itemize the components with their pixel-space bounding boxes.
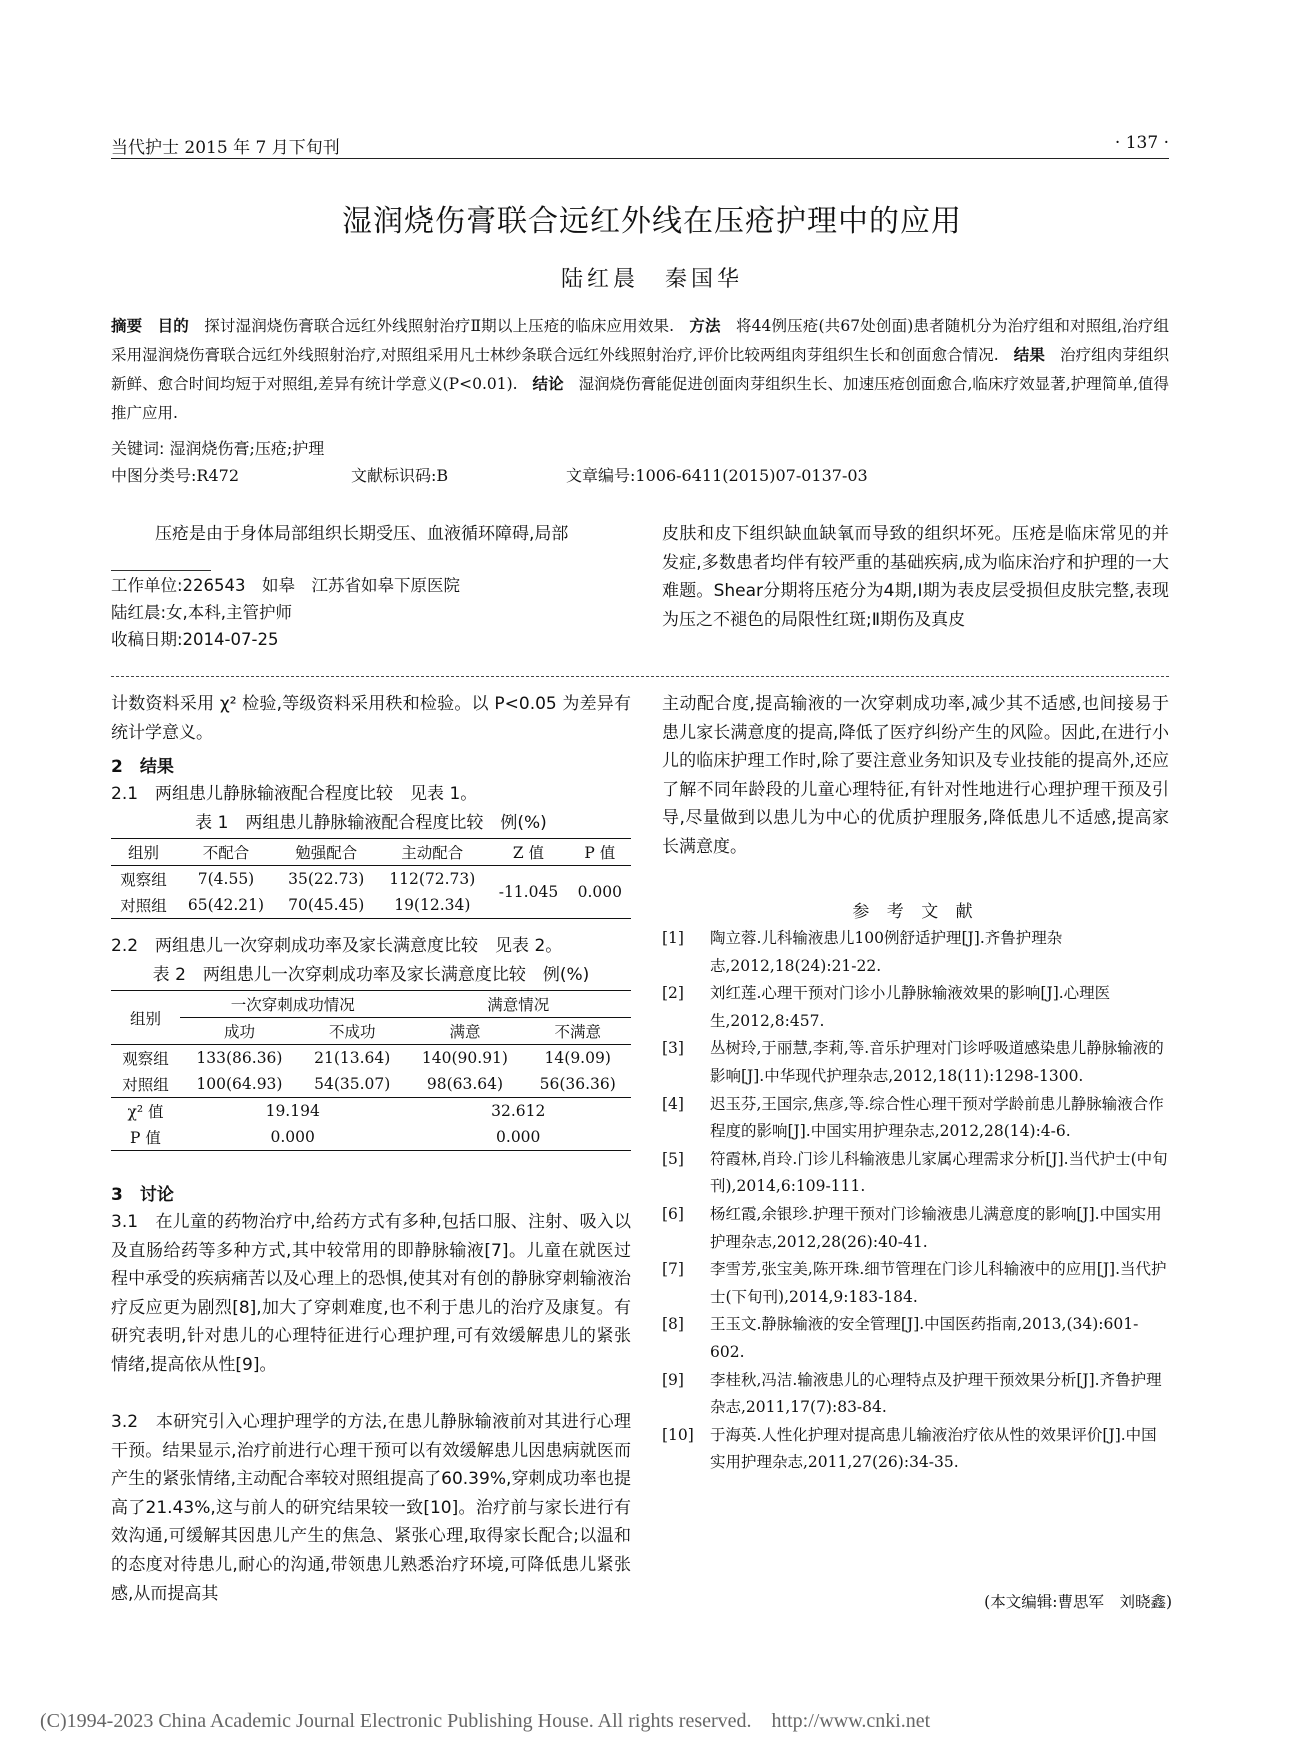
doc-value: B [436, 466, 449, 485]
section-2-2: 2.2 两组患儿一次穿刺成功率及家长满意度比较 见表 2。 [111, 936, 563, 956]
reference-item [662, 1256, 1172, 1311]
t2-cell: 观察组 [122, 1050, 169, 1068]
t1-cell: 35(22.73) [288, 870, 365, 888]
t2-chi2: 32.612 [491, 1102, 546, 1120]
table-1 [111, 838, 631, 919]
reference-item [662, 1422, 1172, 1477]
reference-text: 陶立蓉.儿科输液患儿100例舒适护理[J].齐鲁护理杂志,2012,18(24):21-22. [710, 929, 1063, 975]
header-rule [111, 158, 1169, 159]
reference-number: [7] [662, 1260, 684, 1279]
clc-value: R472 [196, 466, 239, 485]
reference-text: 迟玉芬,王国宗,焦彦,等.综合性心理干预对学龄前患儿静脉输液合作程度的影响[J].中国实用护理杂志,2012,28(14):4-6. [710, 1094, 1164, 1141]
conclusion-label: 结论 [532, 375, 564, 393]
t1-cell: 70(45.45) [288, 896, 365, 914]
abstract-label: 摘要 [111, 317, 143, 335]
reference-text: 李桂秋,冯洁.输液患儿的心理特点及护理干预效果分析[J].齐鲁护理杂志,2011,17(7):83-84. [710, 1370, 1162, 1417]
stats-paragraph: 计数资料采用 χ² 检验,等级资料采用秩和检验。以 P<0.05 为差异有统计学意义。 [111, 694, 631, 743]
t2-cell: 54(35.07) [314, 1075, 391, 1093]
objective-text: 探讨湿润烧伤膏联合远红外线照射治疗Ⅱ期以上压疮的临床应用效果. [204, 317, 675, 335]
t2-cell: 133(86.36) [196, 1049, 283, 1067]
t2-subheader: 不成功 [328, 1023, 376, 1041]
intro-right: 皮肤和皮下组织缺血缺氧而导致的组织坏死。压疮是临床常见的并发症,多数患者均伴有较严重的基础疾病,成为临床治疗和护理的一大难题。Shear分期将压疮分为4期,Ⅰ期为表皮层受损但皮肤完整,表现为压之不褪色的局限性红斑;Ⅱ期伤及真皮 [662, 524, 1169, 630]
t1-cell: 观察组 [120, 871, 167, 889]
t2-header-satisfaction: 满意情况 [405, 991, 631, 1018]
reference-text: 李雪芳,张宝美,陈开珠.细节管理在门诊儿科输液中的应用[J].当代护士(下旬刊),2014,9:183-184. [710, 1260, 1167, 1306]
reference-text: 符霞林,肖玲.门诊儿科输液患儿家属心理需求分析[J].当代护士(中旬刊),2014,6:109-111. [710, 1149, 1168, 1196]
t2-cell: 140(90.91) [421, 1049, 508, 1067]
t2-chi1: 19.194 [265, 1102, 320, 1120]
result-label: 结果 [1013, 346, 1045, 364]
reference-number: [3] [662, 1039, 684, 1058]
page-split-separator [111, 676, 1169, 677]
art-value: 1006-6411(2015)07-0137-03 [635, 466, 868, 485]
reference-text: 杨红霞,余银珍.护理干预对门诊输液患儿满意度的影响[J].中国实用护理杂志,2012,28(26):40-41. [710, 1204, 1162, 1251]
keywords-label: 关键词: [111, 439, 165, 458]
t1-header: 勉强配合 [295, 844, 358, 862]
objective-label: 目的 [157, 317, 189, 335]
doc-code [351, 462, 448, 489]
reference-text: 王玉文.静脉输液的安全管理[J].中国医药指南,2013,(34):601-602. [710, 1315, 1139, 1361]
table-row [111, 1098, 631, 1125]
t2-subheader: 成功 [223, 1023, 255, 1041]
section-3-2: 3.2 本研究引入心理护理学的方法,在患儿静脉输液前对其进行心理干预。结果显示,治疗前进行心理干预可以有效缓解患儿因患病就医而产生的紧张情绪,主动配合率较对照组提高了60.39%,穿刺成功率也提高了21.43%,这与前人的研究结果较一致[10]。治疗前与家长进行有效沟通,可缓解其因患儿产生的焦急、紧张心理,取得家长配合;以温和的态度对待患儿,耐心的沟通,带领患儿熟悉治疗环境,可降低患儿紧张感,从而提高其 [111, 1412, 631, 1604]
reference-number: [10] [662, 1425, 694, 1444]
table-row [111, 1071, 631, 1098]
table-2 [111, 990, 631, 1151]
clc-number [111, 462, 239, 489]
article-number [566, 462, 868, 489]
reference-number: [9] [662, 1370, 684, 1389]
reference-number: [4] [662, 1094, 684, 1113]
doc-label: 文献标识码: [351, 466, 437, 485]
reference-text: 丛树玲,于丽慧,李莉,等.音乐护理对门诊呼吸道感染患儿静脉输液的影响[J].中华现代护理杂志,2012,18(11):1298-1300. [710, 1039, 1164, 1085]
t1-cell: 7(4.55) [197, 870, 255, 888]
t2-cell: 对照组 [122, 1076, 169, 1094]
t1-header: 组别 [127, 844, 159, 862]
right-paragraph: 主动配合度,提高输液的一次穿刺成功率,减少其不适感,也间接易于患儿家长满意度的提高,降低了医疗纠纷产生的风险。因此,在进行小儿的临床护理工作时,除了要注意业务知识及专业技能的提高外,还应了解不同年龄段的儿童心理特征,有针对性地进行心理护理干预及引导,尽量做到以患儿为中心的优质护理服务,降低患儿不适感,提高家长满意度。 [662, 694, 1169, 857]
t2-subheader: 满意 [449, 1023, 481, 1041]
result-text: 治疗组肉芽组织新鲜、愈合时间均短于对照组,差异有统计学意义(P<0.01). [111, 346, 1169, 393]
method-label: 方法 [689, 317, 721, 335]
footnote-received: 收稿日期:2014-07-25 [111, 630, 279, 649]
reference-number: [5] [662, 1149, 684, 1168]
editor-note: (本文编辑:曹思军 刘晓鑫) [984, 1593, 1172, 1611]
table-row [111, 1124, 631, 1151]
t1-header: 不配合 [202, 844, 250, 862]
reference-item [662, 925, 1172, 980]
art-label: 文章编号: [566, 466, 636, 485]
clc-label: 中图分类号: [111, 466, 197, 485]
t1-cell: 65(42.21) [187, 896, 265, 914]
method-text: 将44例压疮(共67处创面)患者随机分为治疗组和对照组,治疗组采用湿润烧伤膏联合远红外线照射治疗,对照组采用凡士林纱条联合远红外线照射治疗,评价比较两组肉芽组织生长和创面愈合情况. [111, 317, 1169, 364]
t1-cell: 对照组 [120, 897, 167, 915]
authors: 陆红晨 秦国华 [560, 267, 743, 292]
t2-p1: 0.000 [270, 1128, 315, 1146]
page-number: · 137 · [1114, 133, 1169, 153]
table-row [111, 866, 631, 893]
intro-left: 压疮是由于身体局部组织长期受压、血液循环障碍,局部 [155, 524, 569, 544]
reference-item [662, 980, 1172, 1035]
references-list [662, 925, 1172, 1477]
t2-header-puncture: 一次穿刺成功情况 [180, 991, 406, 1018]
footnote-author: 陆红晨:女,本科,主管护师 [111, 603, 293, 622]
t2-cell: 56(36.36) [539, 1075, 616, 1093]
t2-cell: 98(63.64) [426, 1075, 504, 1093]
conclusion-text: 湿润烧伤膏能促进创面肉芽组织生长、加速压疮创面愈合,临床疗效显著,护理简单,值得推广应用. [111, 375, 1169, 422]
footnote-unit: 工作单位:226543 如皋 江苏省如皋下原医院 [111, 576, 461, 595]
reference-item [662, 1146, 1172, 1201]
keywords [111, 435, 324, 462]
t2-cell: 100(64.93) [196, 1075, 283, 1093]
t1-cell: 112(72.73) [389, 870, 476, 888]
footnote [111, 572, 460, 653]
section-3-1: 3.1 在儿童的药物治疗中,给药方式有多种,包括口服、注射、吸入以及直肠给药等多种方式,其中较常用的即静脉输液[7]。儿童在就医过程中承受的疾病痛苦以及心理上的恐惧,使其对有创的静脉穿刺输液治疗反应更为剧烈[8],加大了穿刺难度,也不利于患儿的治疗及康复。有研究表明,针对患儿的心理特征进行心理护理,可有效缓解患儿的紧张情绪,提高依从性[9]。 [111, 1212, 631, 1375]
t2-chi-label: χ² 值 [127, 1103, 164, 1121]
reference-text: 于海英.人性化护理对提高患儿输液治疗依从性的效果评价[J].中国实用护理杂志,2011,27(26):34-35. [710, 1425, 1157, 1472]
reference-number: [6] [662, 1204, 684, 1223]
table-1-caption: 表 1 两组患儿静脉输液配合程度比较 例(%) [195, 813, 547, 833]
t1-z-value: -11.045 [498, 883, 559, 901]
t2-subheader: 不满意 [554, 1023, 601, 1041]
t1-header: 主动配合 [401, 844, 464, 862]
t2-p2: 0.000 [496, 1128, 541, 1146]
abstract [111, 312, 1169, 428]
reference-text: 刘红莲.心理干预对门诊小儿静脉输液效果的影响[J].心理医生,2012,8:457. [710, 984, 1111, 1030]
journal-header: 当代护士 2015 年 7 月下旬刊 [111, 138, 340, 158]
t1-header: Z 值 [512, 844, 545, 862]
t1-header: P 值 [584, 844, 616, 862]
reference-item [662, 1311, 1172, 1366]
copyright-footer: (C)1994-2023 China Academic Journal Electronic Publishing House. All rights reserved. http://www.cnki.net [40, 1710, 931, 1732]
footnote-rule [111, 570, 211, 571]
reference-item [662, 1035, 1172, 1090]
reference-item [662, 1201, 1172, 1256]
t1-p-value: 0.000 [577, 883, 622, 901]
section-3-heading: 3 讨论 [111, 1185, 174, 1205]
reference-number: [1] [662, 929, 684, 947]
t2-p-label: P 值 [130, 1129, 161, 1147]
reference-item [662, 1091, 1172, 1146]
section-2-heading: 2 结果 [111, 757, 174, 777]
t1-cell: 19(12.34) [394, 896, 471, 914]
reference-item [662, 1367, 1172, 1422]
t2-cell: 21(13.64) [314, 1049, 391, 1067]
t2-cell: 14(9.09) [544, 1049, 611, 1067]
reference-number: [8] [662, 1315, 684, 1334]
t2-group-header: 组别 [111, 991, 180, 1045]
section-2-1: 2.1 两组患儿静脉输液配合程度比较 见表 1。 [111, 784, 478, 804]
table-2-caption: 表 2 两组患儿一次穿刺成功率及家长满意度比较 例(%) [152, 965, 590, 985]
table-row [111, 1045, 631, 1072]
references-title: 参 考 文 献 [852, 902, 979, 922]
article-title: 湿润烧伤膏联合远红外线在压疮护理中的应用 [342, 204, 962, 239]
keywords-text: 湿润烧伤膏;压疮;护理 [169, 439, 325, 458]
reference-number: [2] [662, 984, 684, 1003]
